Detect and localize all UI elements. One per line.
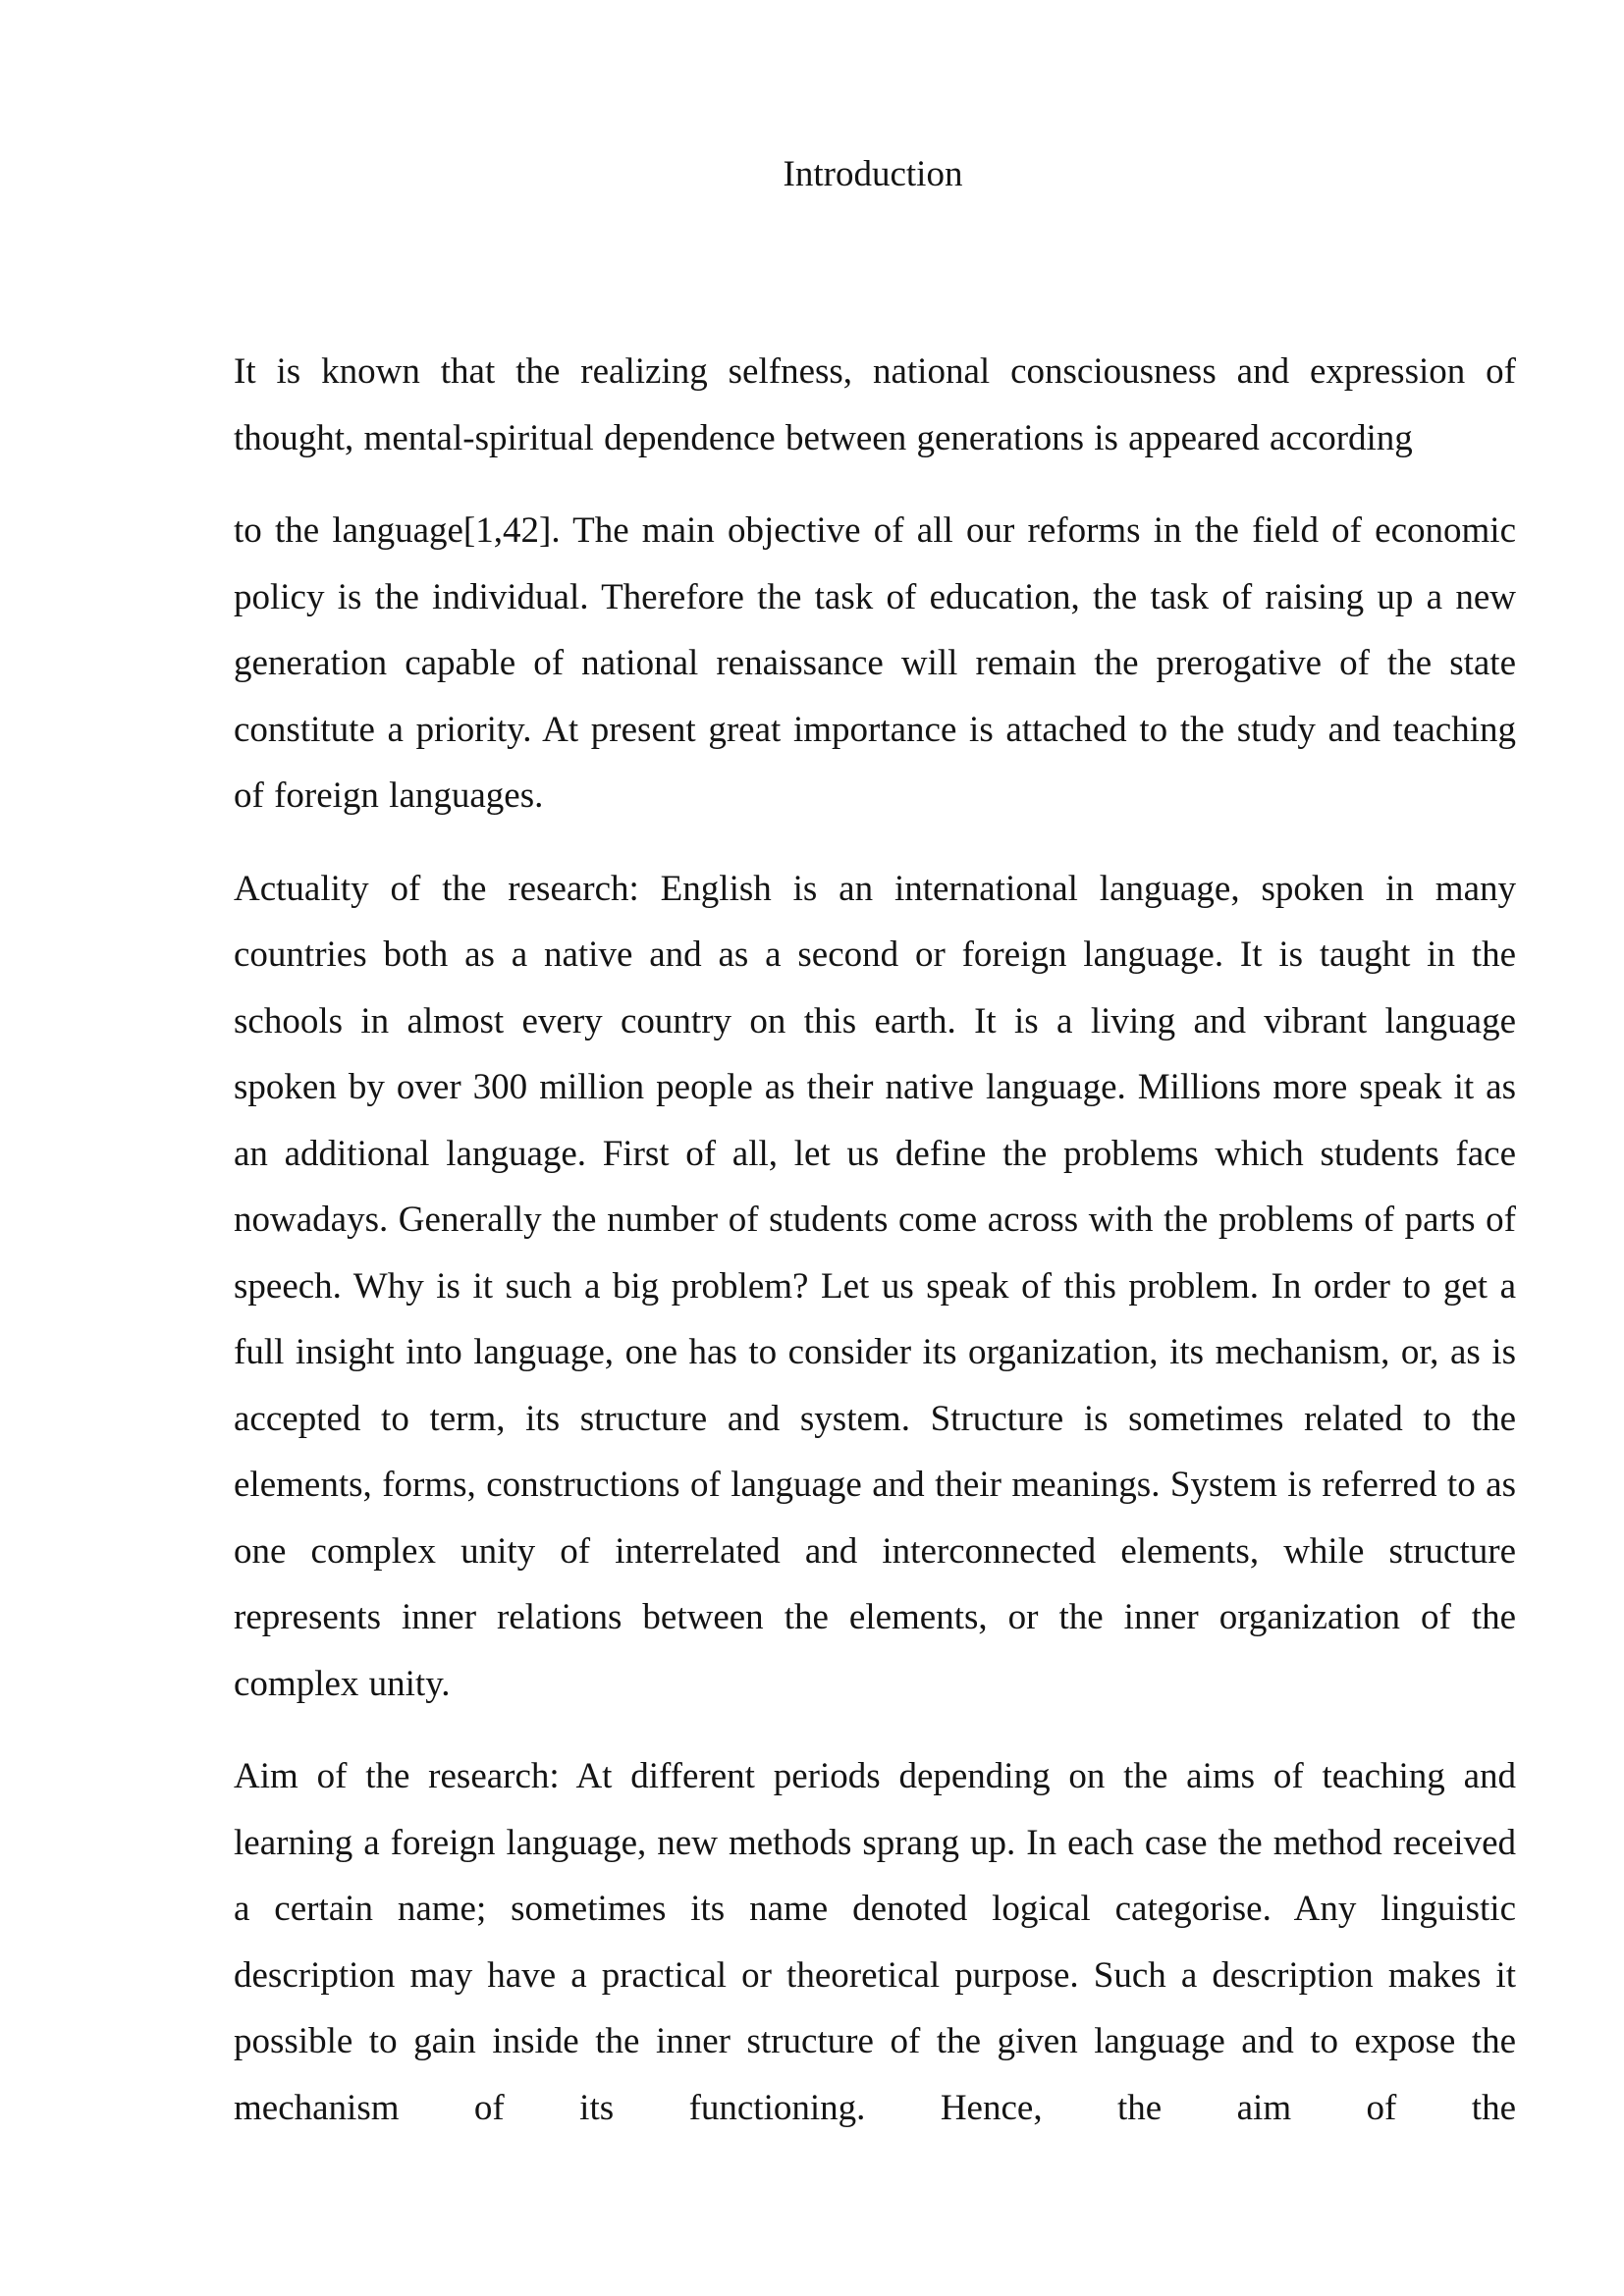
paragraph-aim: Aim of the research: At different periods depending on the aims of teaching and learning a foreign language, new methods sprang up. In each case the method received a certain name; sometimes its name denoted logical categorise. Any linguistic description may have a practical or theoretical purpose. Such a description makes it possible to gain inside the inner structure of the given language and to expose the mechanism of its functioning. Hence, the aim of the xyxy=(234,1756,1516,2128)
document-body xyxy=(234,339,1516,2167)
paragraph-actuality: Actuality of the research: English is an international language, spoken in many countries both as a native and as a second or foreign language. It is taught in the schools in almost every country on this earth. It is a living and vibrant language spoken by over 300 million people as their native language. Millions more speak it as an additional language. First of all, let us define the problems which students face nowadays. Generally the number of students come across with the problems of parts of speech. Why is it such a big problem? Let us speak of this problem. In order to get a full insight into language, one has to consider its organization, its mechanism, or, as is accepted to term, its structure and system. Structure is sometimes related to the elements, forms, constructions of language and their meanings. System is referred to as one complex unity of interrelated and interconnected elements, while structure represents inner relations between the elements, or the inner organization of the complex unity. xyxy=(234,868,1516,1704)
paragraph-opening: It is known that the realizing selfness, national consciousness and expression of thought, mental-spiritual dependence between generations is appeared according xyxy=(234,351,1516,458)
paragraph-objective: to the language[1,42]. The main objective of all our reforms in the field of economic policy is the individual. Therefore the task of education, the task of raising up a new generation capable of national renaissance will remain the prerogative of the state constitute a priority. At present great importance is attached to the study and teaching of foreign languages. xyxy=(234,510,1516,816)
page-title: Introduction xyxy=(783,154,963,194)
